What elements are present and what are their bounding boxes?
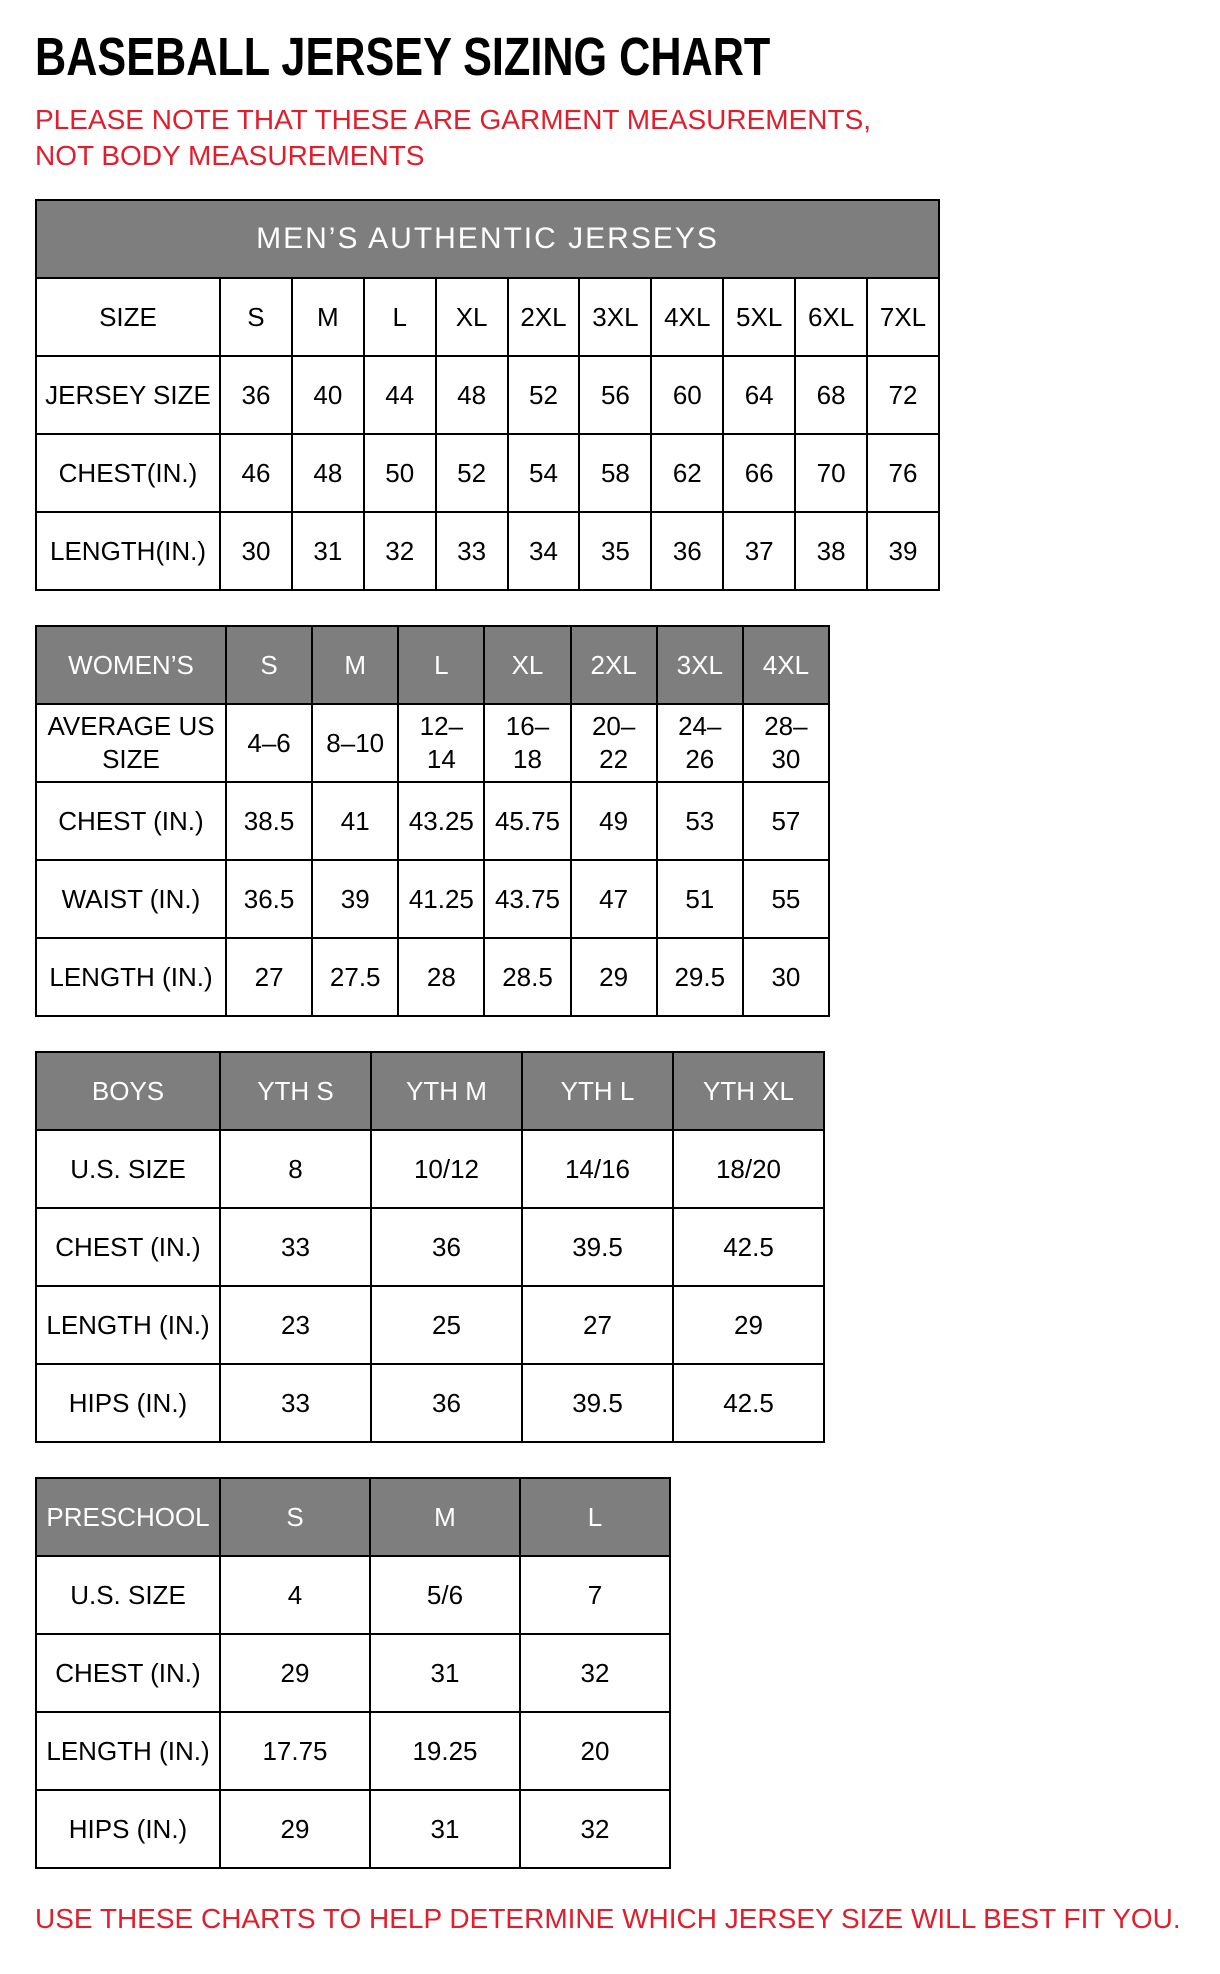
womens-row-label: LENGTH (IN.) [36, 938, 226, 1016]
mens-value-cell: 37 [723, 512, 795, 590]
boys-row-label: LENGTH (IN.) [36, 1286, 220, 1364]
womens-header-cell: 4XL [743, 626, 829, 704]
boys-row [36, 1364, 824, 1442]
womens-value-cell: 29.5 [657, 938, 743, 1016]
womens-value-cell: 39 [312, 860, 398, 938]
garment-measurement-note: PLEASE NOTE THAT THESE ARE GARMENT MEASUREMENTS, NOT BODY MEASUREMENTS [35, 104, 872, 172]
mens-header-cell: 4XL [651, 278, 723, 356]
mens-value-cell: 52 [436, 434, 508, 512]
boys-value-cell: 25 [371, 1286, 522, 1364]
boys-value-cell: 27 [522, 1286, 673, 1364]
boys-sizing-table [35, 1051, 825, 1443]
preschool-value-cell: 5/6 [370, 1556, 520, 1634]
boys-row [36, 1130, 824, 1208]
mens-value-cell: 52 [508, 356, 580, 434]
boys-value-cell: 29 [673, 1286, 824, 1364]
womens-value-cell: 8–10 [312, 704, 398, 782]
boys-value-cell: 18/20 [673, 1130, 824, 1208]
mens-header-cell: 3XL [579, 278, 651, 356]
womens-value-cell: 29 [571, 938, 657, 1016]
boys-header-row [36, 1052, 824, 1130]
womens-value-cell: 28 [398, 938, 484, 1016]
womens-value-cell: 57 [743, 782, 829, 860]
boys-row-label: HIPS (IN.) [36, 1364, 220, 1442]
mens-header-cell: L [364, 278, 436, 356]
mens-value-cell: 50 [364, 434, 436, 512]
preschool-header-cell: L [520, 1478, 670, 1556]
preschool-value-cell: 20 [520, 1712, 670, 1790]
womens-value-cell: 28–30 [743, 704, 829, 782]
boys-row-label: CHEST (IN.) [36, 1208, 220, 1286]
preschool-row-label: HIPS (IN.) [36, 1790, 220, 1868]
boys-header-cell: YTH XL [673, 1052, 824, 1130]
womens-row [36, 938, 829, 1016]
womens-value-cell: 16–18 [484, 704, 570, 782]
womens-row [36, 782, 829, 860]
preschool-row-label: CHEST (IN.) [36, 1634, 220, 1712]
mens-banner-row [36, 200, 939, 278]
mens-value-cell: 44 [364, 356, 436, 434]
mens-row-label: JERSEY SIZE [36, 356, 220, 434]
preschool-row [36, 1634, 670, 1712]
preschool-header-row [36, 1478, 670, 1556]
preschool-header-cell: PRESCHOOL [36, 1478, 220, 1556]
womens-header-cell: 2XL [571, 626, 657, 704]
mens-value-cell: 62 [651, 434, 723, 512]
preschool-value-cell: 32 [520, 1634, 670, 1712]
mens-value-cell: 72 [867, 356, 939, 434]
preschool-value-cell: 19.25 [370, 1712, 520, 1790]
preschool-value-cell: 29 [220, 1790, 370, 1868]
mens-value-cell: 46 [220, 434, 292, 512]
mens-header-cell: SIZE [36, 278, 220, 356]
womens-header-cell: XL [484, 626, 570, 704]
mens-authentic-jerseys-table [35, 199, 940, 591]
boys-row [36, 1208, 824, 1286]
mens-header-cell: M [292, 278, 364, 356]
mens-value-cell: 36 [651, 512, 723, 590]
womens-value-cell: 38.5 [226, 782, 312, 860]
preschool-value-cell: 32 [520, 1790, 670, 1868]
womens-row-label: CHEST (IN.) [36, 782, 226, 860]
footer-note: USE THESE CHARTS TO HELP DETERMINE WHICH JERSEY SIZE WILL BEST FIT YOU. [35, 1902, 1181, 1934]
preschool-header-cell: M [370, 1478, 520, 1556]
preschool-header-cell: S [220, 1478, 370, 1556]
mens-row-label: CHEST(IN.) [36, 434, 220, 512]
womens-value-cell: 36.5 [226, 860, 312, 938]
boys-value-cell: 33 [220, 1208, 371, 1286]
preschool-row-label: LENGTH (IN.) [36, 1712, 220, 1790]
mens-value-cell: 70 [795, 434, 867, 512]
womens-value-cell: 43.25 [398, 782, 484, 860]
mens-value-cell: 66 [723, 434, 795, 512]
womens-row-label: AVERAGE US SIZE [36, 704, 226, 782]
womens-row [36, 704, 829, 782]
preschool-row [36, 1712, 670, 1790]
mens-header-row [36, 278, 939, 356]
womens-value-cell: 20–22 [571, 704, 657, 782]
mens-value-cell: 32 [364, 512, 436, 590]
mens-header-cell: 6XL [795, 278, 867, 356]
boys-value-cell: 23 [220, 1286, 371, 1364]
boys-value-cell: 39.5 [522, 1208, 673, 1286]
boys-row [36, 1286, 824, 1364]
mens-row [36, 356, 939, 434]
mens-row [36, 512, 939, 590]
page-title: BASEBALL JERSEY SIZING CHART [35, 27, 771, 87]
preschool-value-cell: 7 [520, 1556, 670, 1634]
mens-value-cell: 76 [867, 434, 939, 512]
mens-value-cell: 31 [292, 512, 364, 590]
mens-value-cell: 39 [867, 512, 939, 590]
mens-header-cell: S [220, 278, 292, 356]
preschool-value-cell: 29 [220, 1634, 370, 1712]
preschool-value-cell: 17.75 [220, 1712, 370, 1790]
mens-banner: MEN’S AUTHENTIC JERSEYS [36, 200, 939, 278]
mens-value-cell: 54 [508, 434, 580, 512]
mens-header-cell: 5XL [723, 278, 795, 356]
womens-value-cell: 30 [743, 938, 829, 1016]
boys-value-cell: 36 [371, 1208, 522, 1286]
womens-row-label: WAIST (IN.) [36, 860, 226, 938]
womens-header-cell: S [226, 626, 312, 704]
boys-header-cell: YTH M [371, 1052, 522, 1130]
womens-value-cell: 24–26 [657, 704, 743, 782]
preschool-value-cell: 4 [220, 1556, 370, 1634]
womens-value-cell: 49 [571, 782, 657, 860]
mens-value-cell: 58 [579, 434, 651, 512]
mens-value-cell: 48 [436, 356, 508, 434]
mens-value-cell: 36 [220, 356, 292, 434]
womens-header-cell: WOMEN’S [36, 626, 226, 704]
preschool-row [36, 1556, 670, 1634]
mens-value-cell: 34 [508, 512, 580, 590]
preschool-row-label: U.S. SIZE [36, 1556, 220, 1634]
boys-value-cell: 36 [371, 1364, 522, 1442]
boys-header-cell: YTH S [220, 1052, 371, 1130]
womens-sizing-table [35, 625, 830, 1017]
womens-value-cell: 41.25 [398, 860, 484, 938]
womens-value-cell: 53 [657, 782, 743, 860]
mens-value-cell: 48 [292, 434, 364, 512]
boys-value-cell: 14/16 [522, 1130, 673, 1208]
boys-value-cell: 42.5 [673, 1208, 824, 1286]
womens-value-cell: 27.5 [312, 938, 398, 1016]
womens-value-cell: 28.5 [484, 938, 570, 1016]
boys-value-cell: 10/12 [371, 1130, 522, 1208]
boys-header-cell: YTH L [522, 1052, 673, 1130]
womens-value-cell: 45.75 [484, 782, 570, 860]
womens-value-cell: 27 [226, 938, 312, 1016]
womens-value-cell: 43.75 [484, 860, 570, 938]
mens-header-cell: 2XL [508, 278, 580, 356]
boys-header-cell: BOYS [36, 1052, 220, 1130]
preschool-sizing-table [35, 1477, 671, 1869]
preschool-row [36, 1790, 670, 1868]
boys-value-cell: 8 [220, 1130, 371, 1208]
mens-value-cell: 68 [795, 356, 867, 434]
boys-value-cell: 33 [220, 1364, 371, 1442]
mens-value-cell: 38 [795, 512, 867, 590]
mens-header-cell: XL [436, 278, 508, 356]
mens-row-label: LENGTH(IN.) [36, 512, 220, 590]
womens-header-row [36, 626, 829, 704]
womens-value-cell: 55 [743, 860, 829, 938]
mens-value-cell: 30 [220, 512, 292, 590]
womens-row [36, 860, 829, 938]
mens-value-cell: 56 [579, 356, 651, 434]
mens-value-cell: 60 [651, 356, 723, 434]
womens-value-cell: 51 [657, 860, 743, 938]
womens-value-cell: 41 [312, 782, 398, 860]
womens-header-cell: 3XL [657, 626, 743, 704]
womens-value-cell: 12–14 [398, 704, 484, 782]
mens-value-cell: 33 [436, 512, 508, 590]
mens-value-cell: 64 [723, 356, 795, 434]
womens-value-cell: 47 [571, 860, 657, 938]
preschool-value-cell: 31 [370, 1634, 520, 1712]
preschool-value-cell: 31 [370, 1790, 520, 1868]
womens-header-cell: M [312, 626, 398, 704]
mens-header-cell: 7XL [867, 278, 939, 356]
boys-value-cell: 42.5 [673, 1364, 824, 1442]
mens-row [36, 434, 939, 512]
boys-value-cell: 39.5 [522, 1364, 673, 1442]
womens-header-cell: L [398, 626, 484, 704]
mens-value-cell: 35 [579, 512, 651, 590]
boys-row-label: U.S. SIZE [36, 1130, 220, 1208]
womens-value-cell: 4–6 [226, 704, 312, 782]
mens-value-cell: 40 [292, 356, 364, 434]
